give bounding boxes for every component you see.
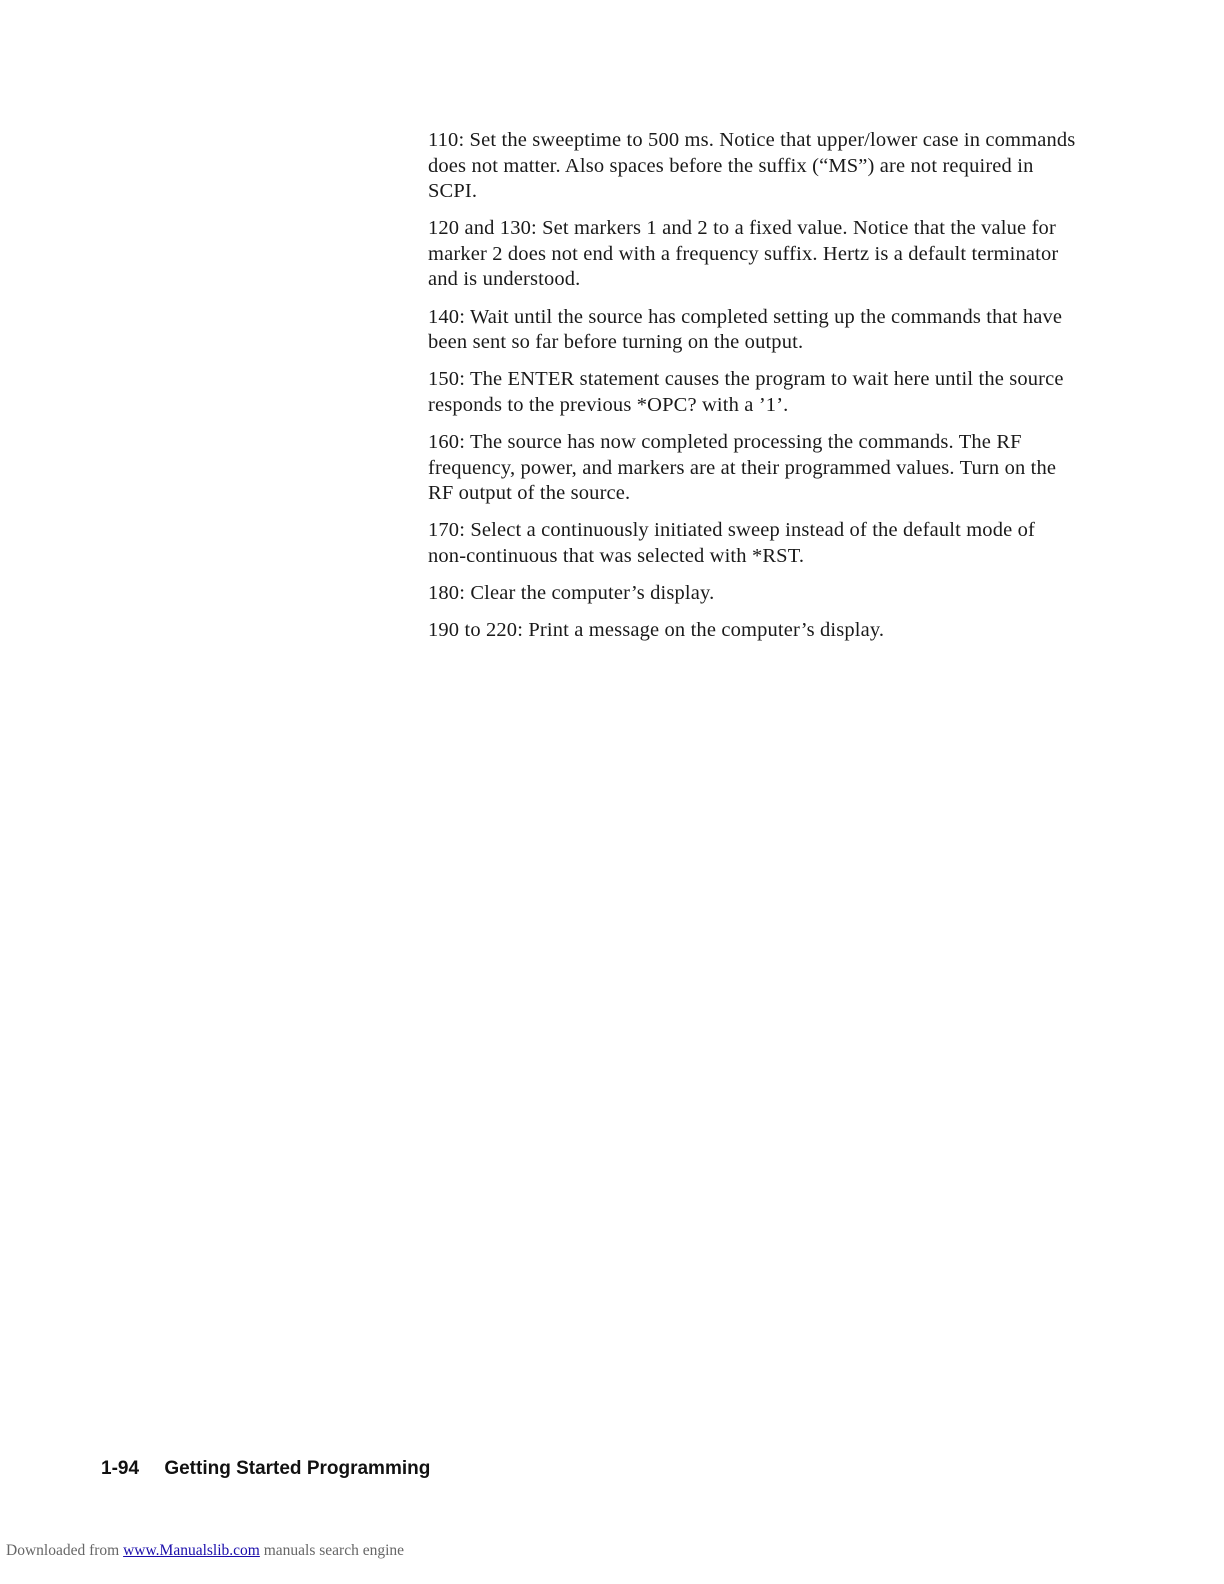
- paragraph-190-220: 190 to 220: Print a message on the computer’s display.: [428, 619, 885, 641]
- paragraph-120-130: 120 and 130: Set markers 1 and 2 to a fixed value. Notice that the value for marker 2 does not end with a frequency suffix. Hertz is a default terminator and is understood.: [428, 217, 1059, 291]
- paragraph-160: 160: The source has now completed processing the commands. The RF frequency, power, and markers are at their programmed values. Turn on the RF output of the source.: [428, 430, 1057, 505]
- paragraph-110: 110: Set the sweeptime to 500 ms. Notice that upper/lower case in commands does not matter. Also spaces before the suffix (“MS”) are not required in SCPI.: [428, 129, 1076, 203]
- page-footer: [101, 1458, 430, 1480]
- manualslib-link[interactable]: www.Manualslib.com: [123, 1542, 260, 1559]
- download-suffix: manuals search engine: [263, 1542, 405, 1559]
- paragraph-170: 170: Select a continuously initiated sweep instead of the default mode of non-continuous that was selected with *RST.: [428, 519, 1036, 567]
- download-notice: [6, 1542, 404, 1560]
- body-text: [428, 128, 1078, 655]
- paragraph-180: 180: Clear the computer’s display.: [428, 581, 715, 604]
- section-title: Getting Started Programming: [164, 1458, 431, 1479]
- download-prefix: Downloaded from: [6, 1542, 120, 1559]
- paragraph-140: 140: Wait until the source has completed setting up the commands that have been sent so far before turning on the output.: [428, 305, 1063, 354]
- page-number: 1-94: [101, 1458, 140, 1479]
- paragraph-150: 150: The ENTER statement causes the program to wait here until the source responds to the previous *OPC? with a ’1’.: [428, 368, 1064, 416]
